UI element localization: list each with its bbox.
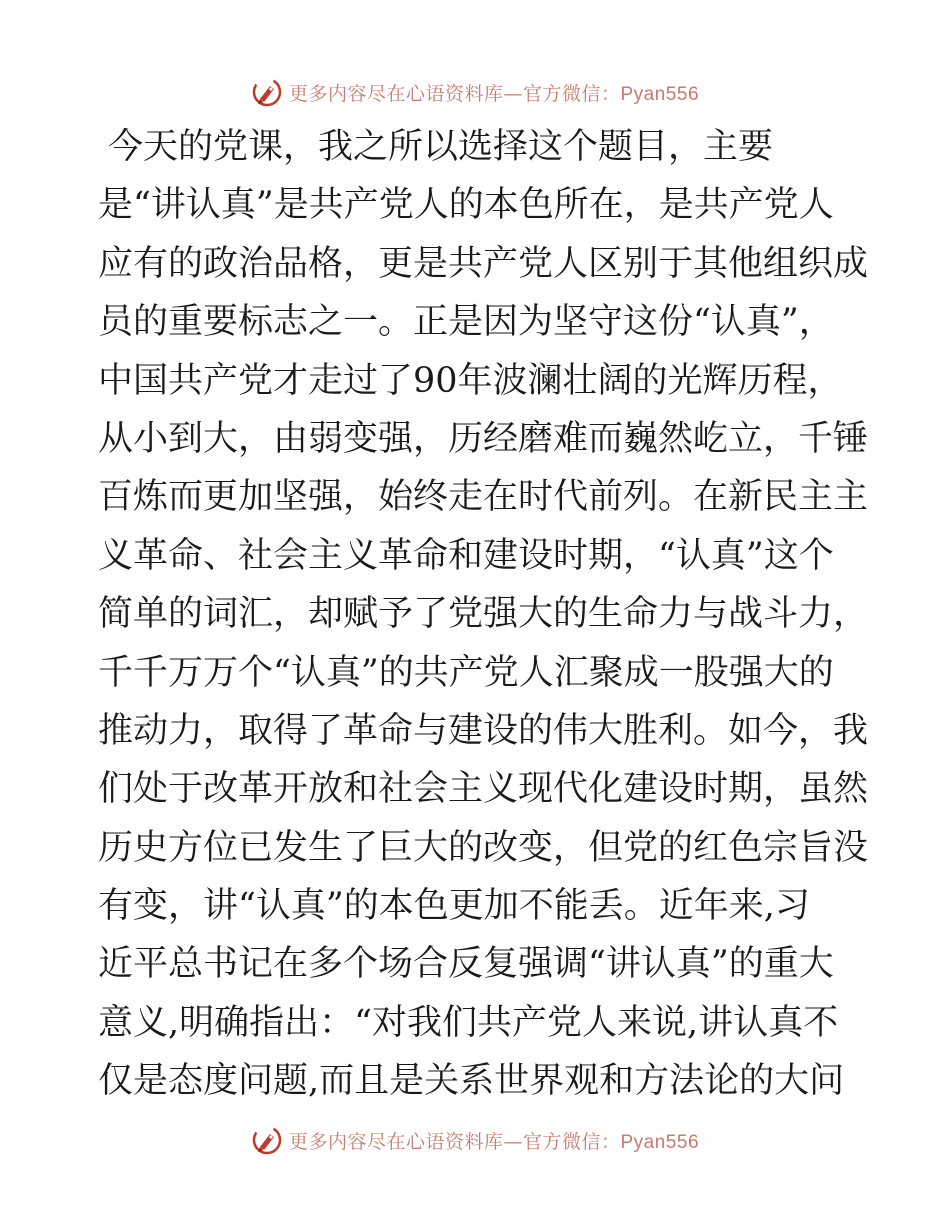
- banner-text: 更多内容尽在心语资料库—官方微信：Pyan556: [288, 82, 700, 105]
- body-line: 今天的党课，我之所以选择这个题目，主要: [108, 127, 774, 167]
- body-text: [98, 118, 869, 1111]
- body-line: 员的重要标志之一。正是因为坚守这份“认真”，: [98, 302, 834, 343]
- header-banner: [0, 72, 950, 112]
- body-line: 百炼而更加坚强，始终走在时代前列。在新民主主: [98, 477, 869, 518]
- body-line: 有变，讲“认真”的本色更加不能丢。近年来,习: [98, 886, 810, 927]
- body-line: 义革命、社会主义革命和建设时期，“认真”这个: [98, 535, 834, 576]
- footer-banner: [0, 1120, 950, 1160]
- body-line: 简单的词汇，却赋予了党强大的生命力与战斗力，: [98, 594, 869, 635]
- wechat-handle: Pyan556: [620, 1131, 700, 1153]
- body-line: 们处于改革开放和社会主义现代化建设时期，虽然: [98, 769, 869, 810]
- banner-text: 更多内容尽在心语资料库—官方微信：Pyan556: [288, 1130, 700, 1153]
- body-line: 仅是态度问题,而且是关系世界观和方法论的大问: [98, 1061, 845, 1102]
- body-line: 是“讲认真”是共产党人的本色所在，是共产党人: [98, 185, 834, 226]
- body-line: 历史方位已发生了巨大的改变，但党的红色宗旨没: [98, 827, 869, 868]
- body-line: 意义,明确指出：“对我们共产党人来说,讲认真不: [98, 1002, 839, 1043]
- body-line: 应有的政治品格，更是共产党人区别于其他组织成: [98, 243, 869, 284]
- body-line: 千千万万个“认真”的共产党人汇聚成一股强大的: [98, 652, 834, 693]
- body-line: 从小到大，由弱变强，历经磨难而巍然屹立，千锤: [98, 418, 869, 459]
- body-line: 中国共产党才走过了90年波澜壮阔的光辉历程，: [98, 360, 843, 401]
- pen-nib-circle-icon: [251, 76, 283, 108]
- body-line: 近平总书记在多个场合反复强调“讲认真”的重大: [98, 944, 834, 985]
- pen-nib-circle-icon: [251, 1124, 283, 1156]
- wechat-handle: Pyan556: [620, 83, 700, 105]
- body-line: 推动力，取得了革命与建设的伟大胜利。如今，我: [98, 710, 869, 751]
